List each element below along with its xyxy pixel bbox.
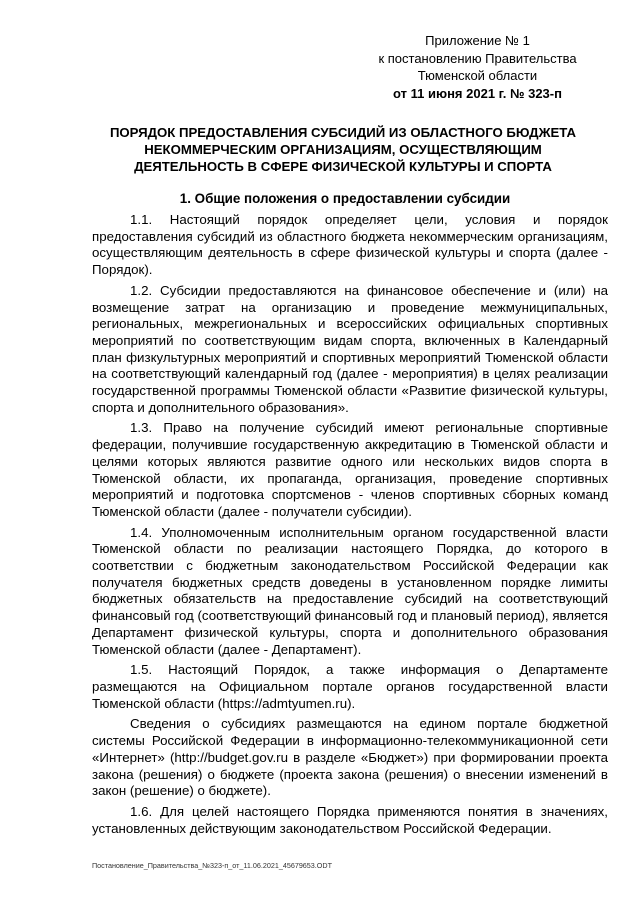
appendix-date-number: от 11 июня 2021 г. № 323-п <box>393 85 562 101</box>
paragraph-1-3: 1.3. Право на получение субсидий имеют региональные спортивные федерации, получившие государственную аккредитацию в Тюменской области и целями которых являются развитие одного или нескольких видов спорта в Тюменской области, их пропаганда, организация, проведение спортивных мероприятий и подготовка спортсменов - членов спортивных сборных команд Тюменской области (далее - получатели субсидии). <box>92 420 608 519</box>
document-body <box>92 212 608 841</box>
paragraph-subsidy-info: Сведения о субсидиях размещаются на едином портале бюджетной системы Российской Федерации в информационно-телекоммуникационной сети «Интернет» (http://budget.gov.ru в разделе «Бюджет») при формировании проекта закона (решения) о бюджете (проекта закона (решения) о внесении изменений в закон (решение) о бюджете). <box>92 716 608 799</box>
section-heading: 1. Общие положения о предоставлении субсидии <box>179 191 511 206</box>
document-title: ПОРЯДОК ПРЕДОСТАВЛЕНИЯ СУБСИДИЙ ИЗ ОБЛАСТНОГО БЮДЖЕТА НЕКОММЕРЧЕСКИМ ОРГАНИЗАЦИЯМ, ОСУЩЕСТВЛЯЮЩИМ ДЕЯТЕЛЬНОСТЬ В СФЕРЕ ФИЗИЧЕСКОЙ КУЛЬТУРЫ И СПОРТА <box>109 125 577 174</box>
paragraph-1-2: 1.2. Субсидии предоставляются на финансовое обеспечение и (или) на возмещение затрат на организацию и проведение межмуниципальных, региональных, межрегиональных и всероссийских официальных спортивных мероприятий по соответствующим видам спорта, включенных в Календарный план физкультурных мероприятий и спортивных мероприятий Тюменской области на соответствующий календарный год (далее - мероприятия) в целях реализации государственной программы Тюменской области «Развитие физической культуры, спорта и дополнительного образования». <box>92 282 608 415</box>
paragraph-1-4: 1.4. Уполномоченным исполнительным органом государственной власти Тюменской области по реализации настоящего Порядка, до которого в соответствии с бюджетным законодательством Российской Федерации как получателя бюджетных средств доведены в установленном порядке лимиты бюджетных обязательств на предоставление субсидий на соответствующий финансовый год (соответствующий финансовый год и плановый период), является Департамент физической культуры, спорта и дополнительного образования Тюменской области (далее - Департамент). <box>92 524 608 657</box>
paragraph-1-5: 1.5. Настоящий Порядок, а также информация о Департаменте размещаются на Официальном портале органов государственной власти Тюменской области (https://admtyumen.ru). <box>92 662 608 711</box>
paragraph-1-6: 1.6. Для целей настоящего Порядка применяются понятия в значениях, установленных действующим законодательством Российской Федерации. <box>92 803 608 836</box>
appendix-number: Приложение № 1 <box>425 33 530 48</box>
file-footer: Постановление_Правительства_№323-п_от_11.06.2021_45679653.ODT <box>92 861 332 870</box>
paragraph-1-1: 1.1. Настоящий порядок определяет цели, условия и порядок предоставления субсидий из областного бюджета некоммерческим организациям, осуществляющим деятельность в сфере физической культуры и спорта (далее - Порядок). <box>92 212 608 278</box>
appendix-region: Тюменской области <box>417 68 538 83</box>
appendix-reference: к постановлению Правительства <box>378 50 577 66</box>
appendix-header <box>360 32 595 102</box>
